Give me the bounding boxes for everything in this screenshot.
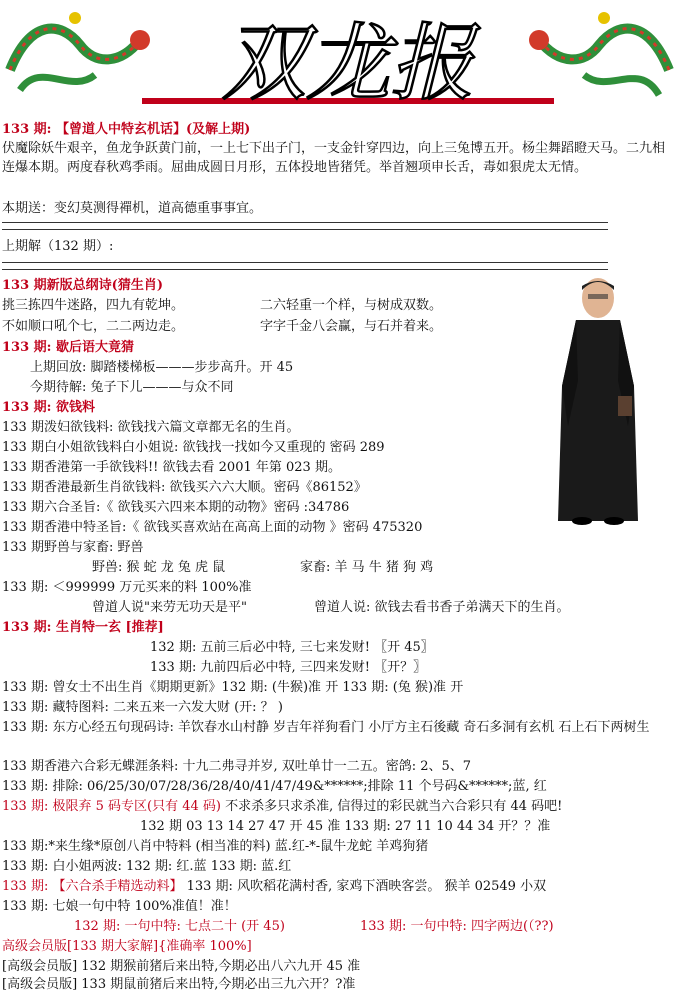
list-item: 133 期: ＜999999 万元买来的料 100%准 xyxy=(2,580,252,595)
section-heading-3: 133 期: 歇后语大竟猜 xyxy=(2,340,134,355)
poem-line: 不如顺口吼个七，二二两边走。 xyxy=(2,319,185,334)
poem-line: 挑三拣四牛迷路，四九有乾坤。 xyxy=(2,298,185,313)
section-heading-1: 133 期: 【曾道人中特玄机话】(及解上期) xyxy=(2,122,251,137)
page-title: 双龙报 xyxy=(221,14,475,112)
list-item: 133 期: 白小姐两波: 132 期: 红.蓝 133 期: 蓝.红 xyxy=(2,859,292,874)
proverb-line: 上期回放: 脚踏楼梯板———步步高升。开 45 xyxy=(30,360,294,375)
divider xyxy=(2,222,608,230)
list-item: 133 期:*来生缘*原创八肖中特料 (相当准的料) 蓝.红-*-鼠牛龙蛇 羊鸡狗猪 xyxy=(2,839,429,854)
quote-line: 曾道人说: 欲钱去看书香子弟满天下的生肖。 xyxy=(314,600,570,615)
list-item: [高级会员版] 132 期猴前猪后来出特,今期必出八六九开 45 准 xyxy=(2,959,361,974)
list-item: 133 期香港最新生肖欲钱料: 欲钱买六六大顺。密码《86152》 xyxy=(2,480,367,495)
left-dragon-icon xyxy=(10,12,150,90)
section-heading-7: 高级会员版[133 期大家解]{准确率 100%] xyxy=(2,939,252,954)
killer-text: 133 期: 风吹稻花满村香, 家鸡下酒映客尝。 猴羊 02549 小双 xyxy=(186,879,547,894)
list-item: 133 期香港六合彩无蝶涯条料: 十九二弗寻并岁, 双吐单廿一二五。密鸽: 2、5、7 xyxy=(2,759,472,774)
wild-animals: 野兽: 猴 蛇 龙 兔 虎 鼠 xyxy=(92,560,226,575)
dragon-banner xyxy=(0,0,679,120)
list-item: 133 期泼妇欲钱料: 欲钱找六篇文章都无名的生肖。 xyxy=(2,420,300,435)
one-sentence-132: 132 期: 一句中特: 七点二十 (开 45) xyxy=(74,919,285,934)
poem-line: 二六轻重一个样，与树成双数。 xyxy=(260,298,443,313)
list-item: 133 期野兽与家畜: 野兽 xyxy=(2,540,144,555)
list-item: 133 期白小姐欲钱料白小姐说: 欲钱找一找如今又重现的 密码 289 xyxy=(2,440,385,455)
list-item: 133 期六合圣旨:《 欲钱买六四来本期的动物》密码 :34786 xyxy=(2,500,350,515)
send-text: 本期送：变幻莫测得禪机，道高德重事事宜。 xyxy=(2,201,263,216)
section-heading-2: 133 期新版总纲诗(猜生肖) xyxy=(2,278,163,293)
right-dragon-icon xyxy=(529,12,669,95)
list-item: 133 期: 藏特图料: 二来五来一六发大财 (开: ？ ) xyxy=(2,700,283,715)
list-item: 133 期香港第一手欲钱料!! 欲钱去看 2001 年第 023 期。 xyxy=(2,460,341,475)
man-figure xyxy=(548,276,648,526)
domestic-animals: 家畜: 羊 马 牛 猪 狗 鸡 xyxy=(300,560,434,575)
section-heading-4: 133 期: 欲钱料 xyxy=(2,400,95,415)
list-item: 133 期: 排除: 06/25/30/07/28/36/28/40/41/47/49&******;排除 11 个号码&******;蓝, 红 xyxy=(2,779,547,794)
list-item: 133 期香港中特圣旨:《 欲钱买喜欢站在高高上面的动物 》密码 475320 xyxy=(2,520,423,535)
list-item: 133 期: 七娘一句中特 100%准值！准！ xyxy=(2,899,237,914)
exclusion-heading: 133 期: 极限弃 5 码专区(只有 44 码) xyxy=(2,799,221,814)
quote-line: 曾道人说"来劳无功天是平" xyxy=(92,600,247,615)
section-heading-5: 133 期: 生肖特一玄 [推荐] xyxy=(2,620,164,635)
list-item: 132 期: 五前三后必中特, 三七来发财! 〖开 45〗 xyxy=(150,640,434,655)
number-line: 132 期 03 13 14 27 47 开 45 准 133 期: 27 11 10 44 34 开？？准 xyxy=(140,819,551,834)
proverb-line: 今期待解: 兔子下儿———与众不同 xyxy=(30,380,234,395)
riddle-text: 伏魔除妖牛艰辛，鱼龙争跃黄门前，一上七下出子门，一支金针穿四边，向上三兔博五开。杨尘舞蹈瞪天马。二九相连爆本期。两度春秋鸡季雨。屈曲成圆日月形，五体投地皆猪凭。举首翘项申长舌，毒如狠虎太无情。 xyxy=(2,141,666,175)
poem-line: 字字千金八会赢，与石并着来。 xyxy=(260,319,443,334)
masthead xyxy=(0,0,679,120)
list-item: [高级会员版] 133 期鼠前猪后来出特,今期必出三九六开？?准 xyxy=(2,977,356,992)
list-item: 133 期: 九前四后必中特, 三四来发财! 〖开？〗 xyxy=(150,660,427,675)
list-item: 133 期: 东方心经五句现码诗: 羊饮春水山村静 岁吉年祥狗看门 小厅方主石後藏 奇石多洞有玄机 石上石下两树生 xyxy=(2,720,650,735)
list-item: 133 期: 曾女士不出生肖《期期更新》132 期: (牛猴)准 开 133 期: (兔 猴)准 开 xyxy=(2,680,464,695)
exclusion-text: 不求杀多只求杀准, 信得过的彩民就当六合彩只有 44 码吧! xyxy=(225,799,563,814)
prev-answer: 上期解（132 期）: xyxy=(2,239,114,254)
killer-heading: 133 期: 【六合杀手精选动料】 xyxy=(2,879,183,894)
divider xyxy=(2,262,608,270)
one-sentence-133: 133 期: 一句中特: 四字两边(（??) xyxy=(360,919,554,934)
